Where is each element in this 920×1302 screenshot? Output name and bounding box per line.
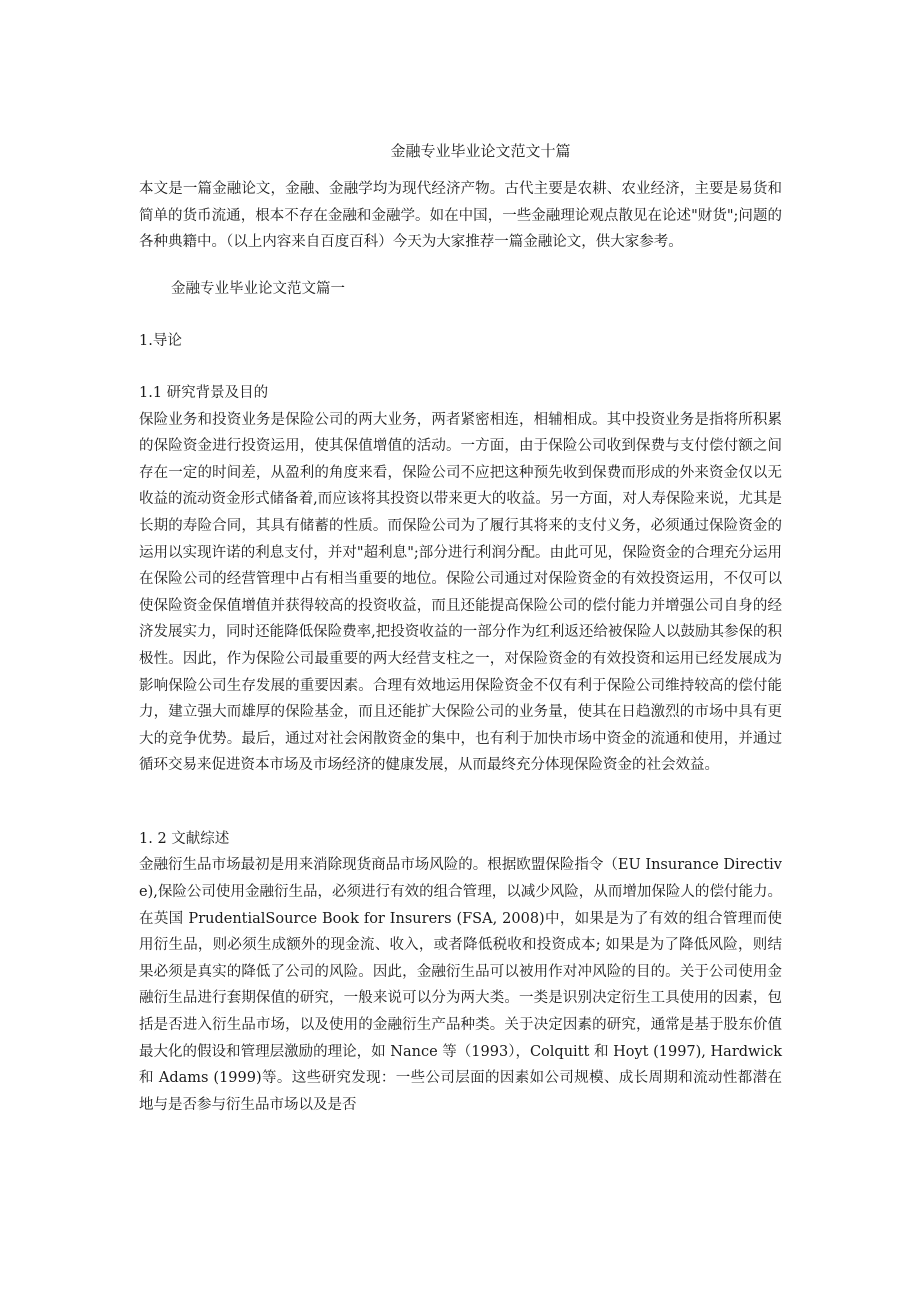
spacer [139,779,782,826]
section-heading-1: 1.导论 [139,333,182,350]
intro-paragraph: 本文是一篇金融论文，金融、金融学均为现代经济产物。古代主要是农耕、农业经济，主要是易货和简单的货币流通，根本不存在金融和金融学。如在中国，一些金融理论观点散见在论述"财货";问题的各种典籍中。（以上内容来自百度百科）今天为大家推荐一篇金融论文，供大家参考。 [139,181,782,251]
section-body-1-2: 金融衍生品市场最初是用来消除现货商品市场风险的。根据欧盟保险指令（EU Insurance Directive),保险公司使用金融衍生品，必须进行有效的组合管理，以减少风险，从而增加保险人的偿付能力。在英国 PrudentialSource Book for Insurers (FSA, 2008)中，如果是为了有效的组合管理而使用衍生品，则必须生成额外的现金流、收入，或者降低税收和投资成本; 如果是为了降低风险，则结果必须是真实的降低了公司的风险。因此，金融衍生品可以被用作对冲风险的目的。关于公司使用金融衍生品进行套期保值的研究，一般来说可以分为两大类。一类是识别决定衍生工具使用的因素，包括是否进入衍生品市场，以及使用的金融衍生产品种类。关于决定因素的研究，通常是基于股东价值最大化的假设和管理层激励的理论，如 Nance 等（1993），Colquitt 和 Hoyt (1997), Hardwick 和 Adams (1999)等。这些研究发现：一些公司层面的因素如公司规模、成长周期和流动性都潜在地与是否参与衍生品市场以及是否 [139,857,782,1113]
document-page [139,136,782,1118]
document-title: 金融专业毕业论文范文十篇 [390,142,571,160]
chapter-title: 金融专业毕业论文范文篇一 [171,280,345,297]
section-heading-1-1: 1.1 研究背景及目的 [139,384,269,401]
section-body-1-1: 保险业务和投资业务是保险公司的两大业务，两者紧密相连，相辅相成。其中投资业务是指将所积累的保险资金进行投资运用，使其保值增值的活动。一方面，由于保险公司收到保费与支付偿付额之间存在一定的时间差，从盈利的角度来看，保险公司不应把这种预先收到保费而形成的外来资金仅以无收益的流动资金形式储备着,而应该将其投资以带来更大的收益。另一方面，对人寿保险来说，尤其是长期的寿险合同，其具有储蓄的性质。而保险公司为了履行其将来的支付义务，必须通过保险资金的运用以实现许诺的利息支付，并对"超利息";部分进行利润分配。由此可见，保险资金的合理充分运用在保险公司的经营管理中占有相当重要的地位。保险公司通过对保险资金的有效投资运用，不仅可以使保险资金保值增值并获得较高的投资收益，而且还能提高保险公司的偿付能力并增强公司自身的经济发展实力，同时还能降低保险费率,把投资收益的一部分作为红利返还给被保险人以鼓励其参保的积极性。因此，作为保险公司最重要的两大经营支柱之一，对保险资金的有效投资和运用已经发展成为影响保险公司生存发展的重要因素。合理有效地运用保险资金不仅有利于保险公司维持较高的偿付能力，建立强大而雄厚的保险基金，而且还能扩大保险公司的业务量，使其在日趋激烈的市场中具有更大的竞争优势。最后，通过对社会闲散资金的集中，也有利于加快市场中资金的流通和使用，并通过循环交易来促进资本市场及市场经济的健康发展，从而最终充分体现保险资金的社会效益。 [139,411,782,774]
section-heading-1-2: 1. 2 文献综述 [139,830,230,847]
